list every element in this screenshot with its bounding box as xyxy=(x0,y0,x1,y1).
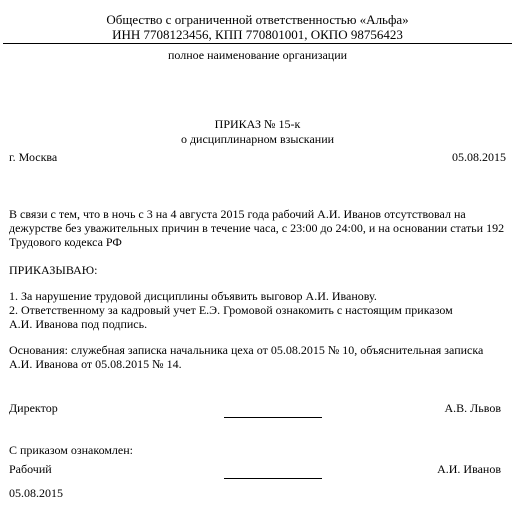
order-item-line: 1. За нарушение трудовой дисциплины объявить выговор А.И. Иванову. xyxy=(9,289,377,303)
basis-paragraph xyxy=(9,343,509,371)
basis-line: А.И. Иванова от 05.08.2015 № 14. xyxy=(9,357,182,371)
order-item-line: А.И. Иванова под подпись. xyxy=(9,317,148,331)
order-word: ПРИКАЗЫВАЮ: xyxy=(9,263,98,277)
worker-title: Рабочий xyxy=(9,462,52,476)
basis-line: Основания: служебная записка начальника цеха от 05.08.2015 № 10, объяснительная записка xyxy=(9,343,484,357)
order-date: 05.08.2015 xyxy=(452,150,506,164)
director-title: Директор xyxy=(9,401,58,415)
worker-signature-line xyxy=(224,478,322,479)
intro-paragraph xyxy=(9,207,509,249)
acquainted-label: С приказом ознакомлен: xyxy=(9,443,134,457)
order-items xyxy=(9,289,509,331)
organization-codes: ИНН 7708123456, КПП 770801001, ОКПО 98756423 xyxy=(112,27,403,42)
worker-name: А.И. Иванов xyxy=(437,462,501,476)
order-title: ПРИКАЗ № 15-к xyxy=(214,117,301,131)
organization-name: Общество с ограниченной ответственностью «Альфа» xyxy=(106,12,409,27)
order-subject: о дисциплинарном взыскании xyxy=(180,132,335,146)
director-name: А.В. Львов xyxy=(444,401,501,415)
director-signature-line xyxy=(224,417,322,418)
order-city: г. Москва xyxy=(9,150,58,164)
intro-line: дежурстве без уважительных причин в течение часа, с 23:00 до 24:00, и на основании статьи 192 xyxy=(9,221,505,235)
worker-acquaintance-date: 05.08.2015 xyxy=(9,486,63,500)
organization-underline xyxy=(3,43,512,44)
organization-caption: полное наименование организации xyxy=(167,48,348,62)
intro-line: Трудового кодекса РФ xyxy=(9,235,122,249)
intro-line: В связи с тем, что в ночь с 3 на 4 августа 2015 года рабочий А.И. Иванов отсутствовал на xyxy=(9,207,466,221)
order-item-line: 2. Ответственному за кадровый учет Е.Э. Громовой ознакомить с настоящим приказом xyxy=(9,303,453,317)
